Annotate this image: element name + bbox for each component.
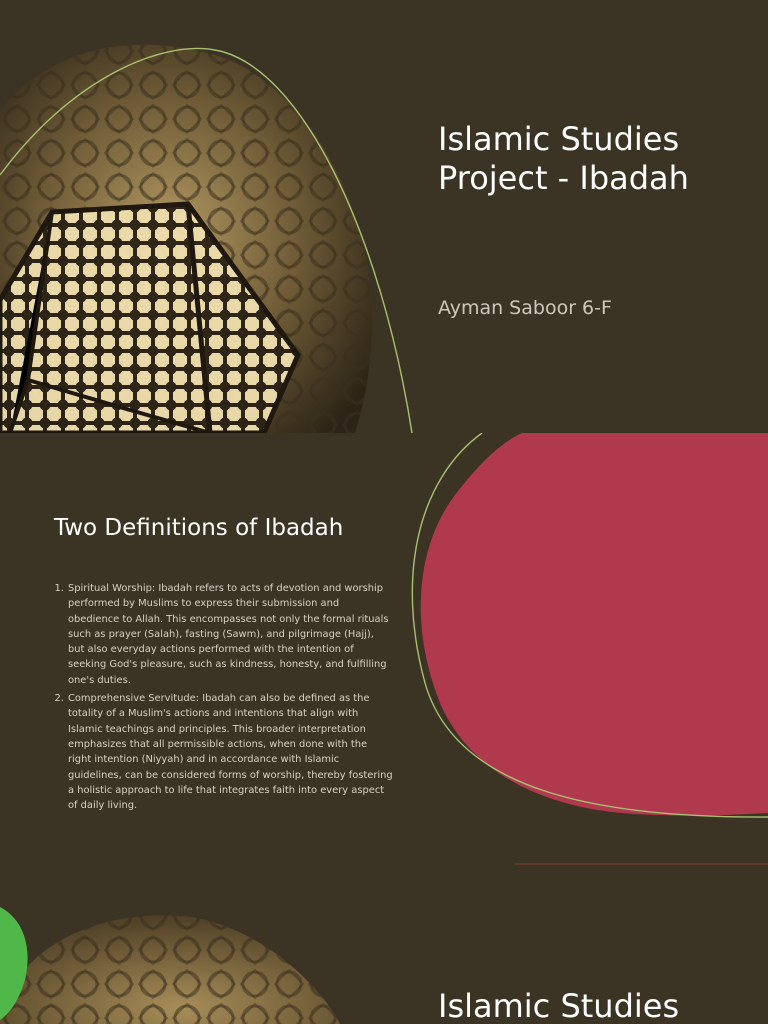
definitions-slide	[0, 433, 768, 865]
slide-heading: Two Definitions of Ibadah	[54, 515, 344, 541]
slide-title: Islamic Studies Project - Ibadah	[438, 120, 689, 197]
lantern-photo	[0, 0, 768, 433]
red-blob	[421, 433, 768, 816]
title-slide	[0, 0, 768, 433]
title-slide-partial	[0, 865, 768, 1024]
list-item: 2. Comprehensive Servitude: Ibadah can also be defined as the totality of a Muslim's actions and intentions that align with Islamic teachings and principles. This broader interpretation emphasizes that all permissible actions, when done with the right intention (Niyyah) and in accordance with Islamic guidelines, can be considered forms of worship, thereby fostering a holistic approach to life that integrates faith into every aspect of daily living.	[67, 691, 393, 813]
list-item: 1. Spiritual Worship: Ibadah refers to acts of devotion and worship performed by Muslims to express their submission and obedience to Allah. This encompasses not only the formal rituals such as prayer (Salah), fasting (Sawm), and pilgrimage (Hajj), but also everyday actions performed with the intention of seeking God's pleasure, such as kindness, honesty, and fulfilling one's duties.	[67, 581, 393, 688]
slide-subtitle: Ayman Saboor 6-F	[438, 297, 612, 319]
definitions-list	[54, 581, 393, 816]
slide-title: Islamic Studies	[438, 987, 680, 1024]
